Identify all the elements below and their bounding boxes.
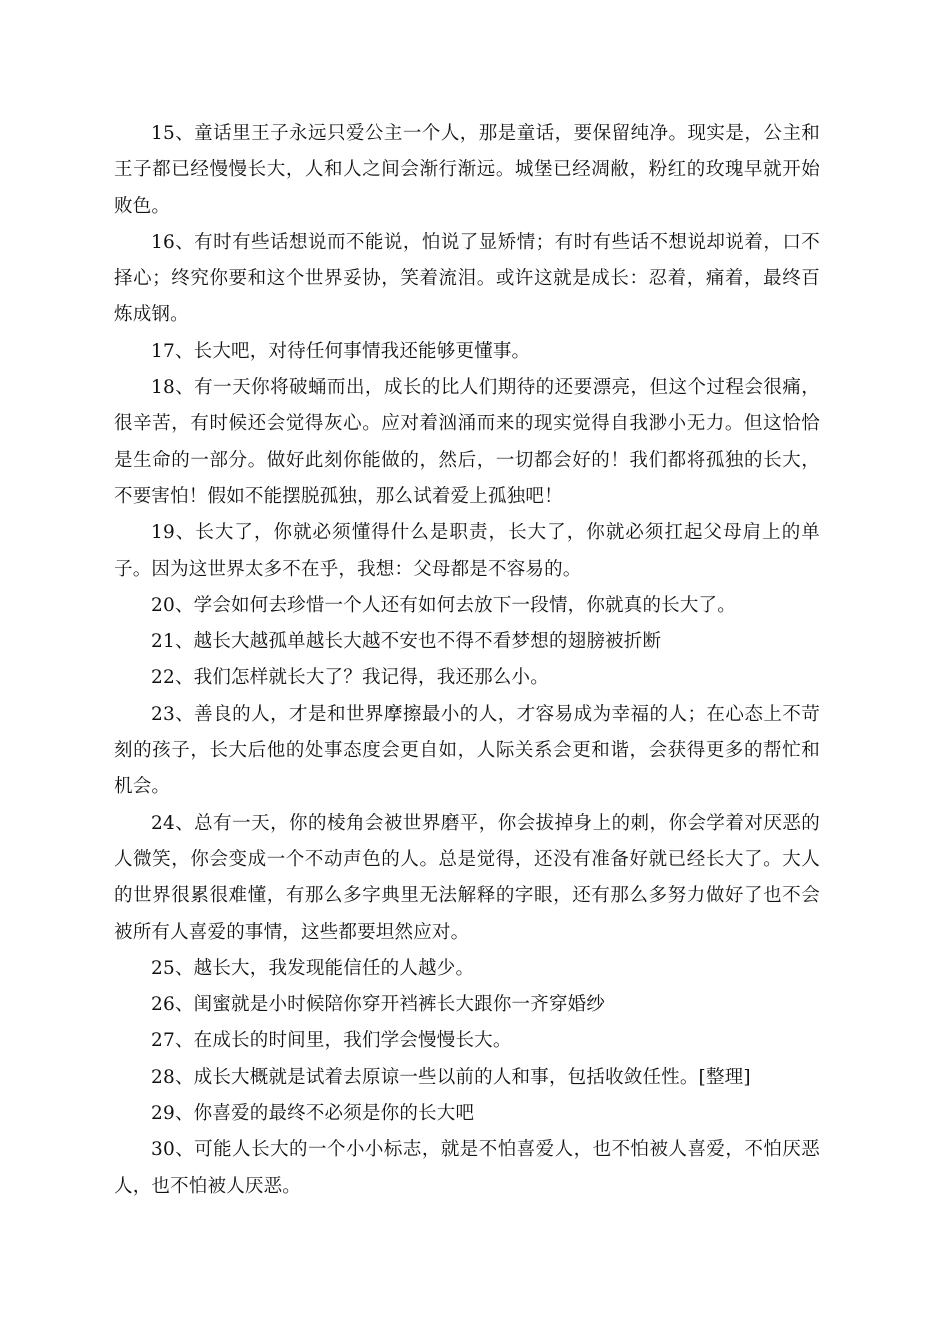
- paragraph-16: 16、有时有些话想说而不能说，怕说了显矫情；有时有些话不想说却说着，口不择心；终究你要和这个世界妥协，笑着流泪。或许这就是成长：忍着，痛着，最终百炼成钢。: [114, 231, 820, 326]
- paragraph-28: 28、成长大概就是试着去原谅一些以前的人和事，包括收敛任性。[整理]: [151, 1066, 751, 1088]
- paragraph-18: 18、有一天你将破蛹而出，成长的比人们期待的还要漂亮，但这个过程会很痛，很辛苦，有时候还会觉得灰心。应对着汹涌而来的现实觉得自我渺小无力。但这恰恰是生命的一部分。做好此刻你能做的，然后，一切都会好的！我们都将孤独的长大，不要害怕！假如不能摆脱孤独，那么试着爱上孤独吧！: [114, 377, 820, 507]
- paragraph-17: 17、长大吧，对待任何事情我还能够更懂事。: [151, 340, 531, 362]
- paragraph-21: 21、越长大越孤单越长大越不安也不得不看梦想的翅膀被折断: [151, 631, 662, 653]
- paragraph-25: 25、越长大，我发现能信任的人越少。: [151, 957, 475, 979]
- paragraph-29: 29、你喜爱的最终不必须是你的长大吧: [151, 1103, 475, 1125]
- paragraph-27: 27、在成长的时间里，我们学会慢慢长大。: [151, 1030, 512, 1052]
- paragraph-23: 23、善良的人，才是和世界摩擦最小的人，才容易成为幸福的人；在心态上不苛刻的孩子，长大后他的处事态度会更自如，人际关系会更和谐，会获得更多的帮忙和机会。: [114, 703, 820, 798]
- paragraph-24: 24、总有一天，你的棱角会被世界磨平，你会拔掉身上的刺，你会学着对厌恶的人微笑，你会变成一个不动声色的人。总是觉得，还没有准备好就已经长大了。大人的世界很累很难懂，有那么多字典里无法解释的字眼，还有那么多努力做好了也不会被所有人喜爱的事情，这些都要坦然应对。: [114, 812, 820, 943]
- paragraph-19: 19、长大了，你就必须懂得什么是职责，长大了，你就必须扛起父母肩上的单子。因为这世界太多不在乎，我想：父母都是不容易的。: [114, 522, 820, 580]
- paragraph-15: 15、童话里王子永远只爱公主一个人，那是童话，要保留纯净。现实是，公主和王子都已经慢慢长大，人和人之间会渐行渐远。城堡已经凋敝，粉红的玫瑰早就开始败色。: [114, 123, 820, 217]
- paragraph-26: 26、闺蜜就是小时候陪你穿开裆裤长大跟你一齐穿婚纱: [151, 994, 606, 1016]
- paragraph-22: 22、我们怎样就长大了？我记得，我还那么小。: [151, 667, 549, 689]
- paragraph-30: 30、可能人长大的一个小小标志，就是不怕喜爱人，也不怕被人喜爱，不怕厌恶人，也不怕被人厌恶。: [114, 1139, 820, 1197]
- document-body: [114, 116, 820, 1205]
- paragraph-20: 20、学会如何去珍惜一个人还有如何去放下一段情，你就真的长大了。: [151, 594, 736, 616]
